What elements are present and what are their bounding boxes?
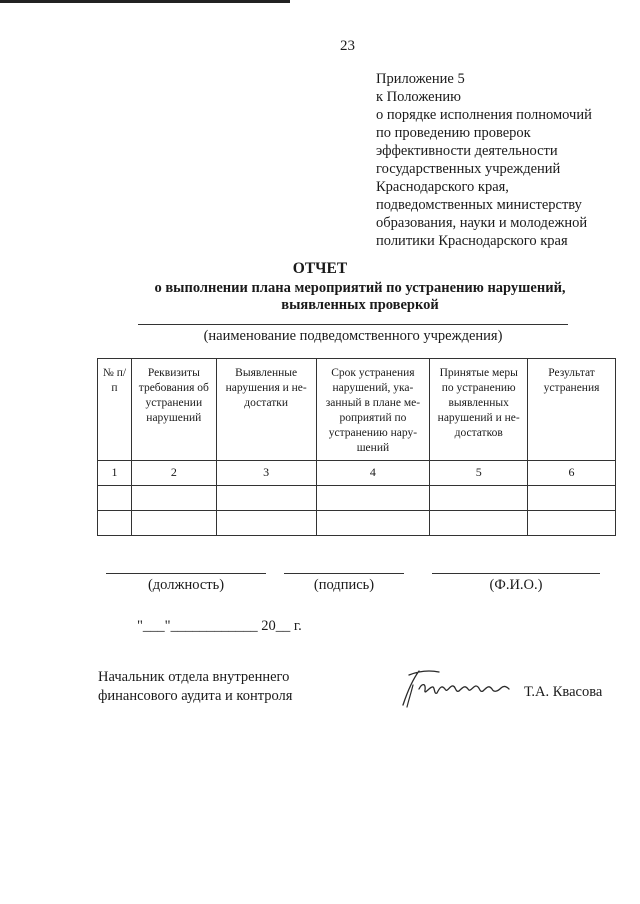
chief-title: [98, 668, 292, 706]
report-subtitle-line: о выполнении плана мероприятий по устранению нарушений,: [154, 280, 566, 296]
chief-name: Т.А. Квасова: [524, 684, 603, 700]
table-header-cell: Выявленные нарушения и не-достатки: [216, 359, 316, 461]
table-cell: [131, 511, 216, 536]
table-header-cell: Принятые меры по устранению выявленных нарушений и не-достатков: [430, 359, 528, 461]
table-header-cell: Результат устранения: [528, 359, 616, 461]
institution-caption: (наименование подведомственного учреждения): [203, 328, 503, 344]
report-title: ОТЧЕТ: [292, 260, 348, 277]
table-number-cell: 5: [430, 461, 528, 486]
table-cell: [98, 486, 132, 511]
appendix-line: о порядке исполнения полномочий: [376, 107, 592, 123]
chief-title-line: Начальник отдела внутреннего: [98, 669, 290, 685]
full-name-line: [432, 573, 600, 574]
chief-title-line: финансового аудита и контроля: [98, 688, 293, 704]
appendix-line: подведомственных министерству: [376, 197, 582, 213]
appendix-line: образования, науки и молодежной: [376, 215, 588, 231]
appendix-line: государственных учреждений: [376, 161, 561, 177]
page-number: 23: [340, 38, 355, 54]
table-cell: [131, 486, 216, 511]
appendix-line: к Положению: [376, 89, 461, 105]
table-header-cell: Реквизиты требования об устранении нарушений: [131, 359, 216, 461]
table-row: [98, 511, 616, 536]
table-row: [98, 486, 616, 511]
table-header-cell: Срок устранения нарушений, ука-занный в плане ме-роприятий по устранению нару-шений: [316, 359, 430, 461]
appendix-line: эффективности деятельности: [376, 143, 558, 159]
report-table: [97, 358, 616, 536]
appendix-line: по проведению проверок: [376, 125, 531, 141]
position-line: [106, 573, 266, 574]
table-cell: [316, 511, 430, 536]
appendix-line: Краснодарского края,: [376, 179, 509, 195]
table-cell: [98, 511, 132, 536]
appendix-line: политики Краснодарского края: [376, 233, 568, 249]
table-cell: [528, 511, 616, 536]
table-cell: [430, 486, 528, 511]
table-number-cell: 2: [131, 461, 216, 486]
handwritten-signature: [395, 665, 515, 710]
signature-line: [284, 573, 404, 574]
table-number-cell: 4: [316, 461, 430, 486]
table-header-row: [98, 359, 616, 461]
table-cell: [216, 511, 316, 536]
report-subtitle-line: выявленных проверкой: [281, 297, 439, 313]
position-caption: (должность): [147, 577, 225, 593]
table-cell: [216, 486, 316, 511]
table-number-cell: 6: [528, 461, 616, 486]
table-number-cell: 3: [216, 461, 316, 486]
table-number-row: [98, 461, 616, 486]
report-subtitle: [110, 280, 610, 314]
institution-name-field: [138, 324, 568, 325]
top-edge-line: [0, 0, 290, 3]
table-cell: [316, 486, 430, 511]
appendix-block: [376, 70, 592, 250]
full-name-caption: (Ф.И.О.): [489, 577, 543, 593]
table-number-cell: 1: [98, 461, 132, 486]
appendix-line: Приложение 5: [376, 71, 465, 87]
date-line: "___"____________ 20__ г.: [137, 618, 302, 634]
table-header-cell: № п/п: [98, 359, 132, 461]
table-cell: [528, 486, 616, 511]
signature-caption: (подпись): [313, 577, 375, 593]
table-cell: [430, 511, 528, 536]
